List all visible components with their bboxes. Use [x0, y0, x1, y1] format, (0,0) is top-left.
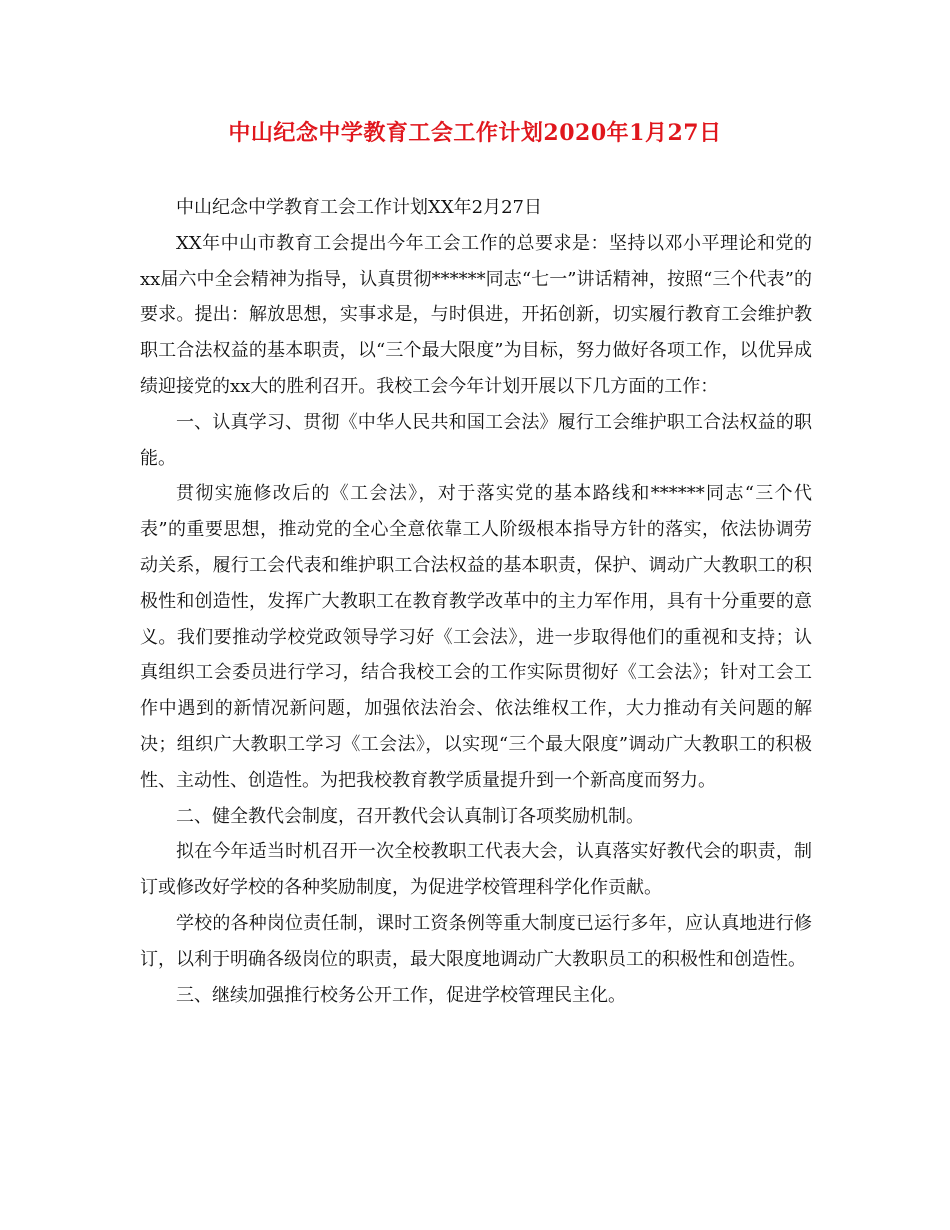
section-heading-2: 二、健全教代会制度，召开教代会认真制订各项奖励机制。 [176, 805, 644, 827]
paragraph-section-2a: 拟在今年适当时机召开一次全校教职工代表大会，认真落实好教代会的职责，制订或修改好学校的各种奖励制度，为促进学校管理科学化作贡献。 [140, 841, 812, 899]
document-title: 中山纪念中学教育工会工作计划2020年1月27日 [228, 120, 722, 146]
paragraph-intro: XX年中山市教育工会提出今年工会工作的总要求是：坚持以邓小平理论和党的xx届六中全会精神为指导，认真贯彻******同志“七一”讲话精神，按照“三个代表”的要求。提出：解放思想，实事求是，与时俱进，开拓创新，切实履行教育工会维护教职工合法权益的基本职责，以“三个最大限度”为目标，努力做好各项工作，以优异成绩迎接党的xx大的胜利召开。我校工会今年计划开展以下几方面的工作： [140, 232, 812, 397]
section-heading-3: 三、继续加强推行校务公开工作，促进学校管理民主化。 [176, 984, 626, 1006]
paragraph-section-2b: 学校的各种岗位责任制，课时工资条例等重大制度已运行多年，应认真地进行修订，以利于明确各级岗位的职责，最大限度地调动广大教职员工的积极性和创造性。 [140, 912, 812, 970]
section-heading-1: 一、认真学习、贯彻《中华人民共和国工会法》履行工会维护职工合法权益的职能。 [140, 411, 812, 469]
paragraph-subtitle: 中山纪念中学教育工会工作计划XX年2月27日 [176, 197, 542, 218]
document-body [140, 190, 812, 1013]
paragraph-section-1: 贯彻实施修改后的《工会法》，对于落实党的基本路线和******同志“三个代表”的重要思想，推动党的全心全意依靠工人阶级根本指导方针的落实，依法协调劳动关系，履行工会代表和维护职工合法权益的基本职责，保护、调动广大教职工的积极性和创造性，发挥广大教职工在教育教学改革中的主力军作用，具有十分重要的意义。我们要推动学校党政领导学习好《工会法》，进一步取得他们的重视和支持；认真组织工会委员进行学习，结合我校工会的工作实际贯彻好《工会法》；针对工会工作中遇到的新情况新问题，加强依法治会、依法维权工作，大力推动有关问题的解决；组织广大教职工学习《工会法》，以实现“三个最大限度”调动广大教职工的积极性、主动性、创造性。为把我校教育教学质量提升到一个新高度而努力。 [140, 483, 812, 791]
